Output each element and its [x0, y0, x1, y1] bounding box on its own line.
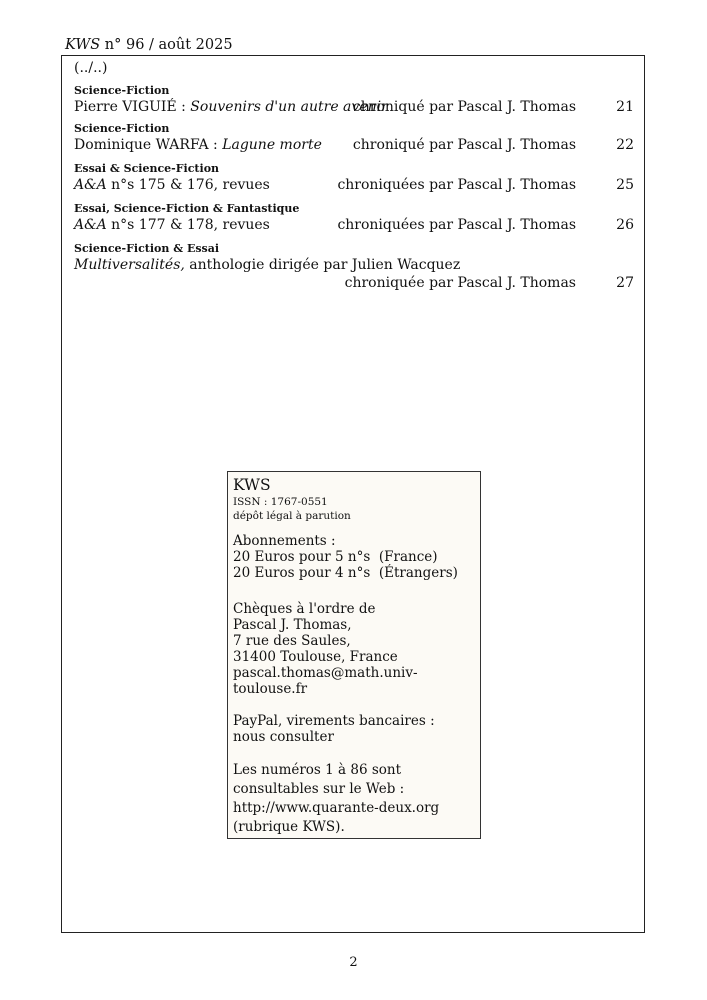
entry-page: 25 [616, 177, 634, 193]
entry-author: Dominique WARFA : [74, 137, 223, 153]
entry-rest: n°s 175 & 176, revues [106, 177, 270, 193]
entry-page: 26 [616, 217, 634, 233]
contact-email: pascal.thomas@math.univ-toulouse.fr [233, 665, 418, 697]
entry-category: Science-Fiction [74, 84, 170, 97]
street-address: 7 rue des Saules, [233, 633, 351, 649]
website-url: http://www.quarante-deux.org [233, 800, 440, 816]
issue-info: n° 96 / août 2025 [100, 37, 233, 53]
journal-name: KWS [65, 37, 101, 53]
entry-page: 21 [616, 99, 634, 115]
entry-rest: n°s 177 & 178, revues [106, 217, 270, 233]
cheques-label: Chèques à l'ordre de [233, 601, 376, 617]
entry-title: A&A [74, 177, 107, 193]
toc-entry [74, 242, 634, 292]
entry-category: Essai, Science-Fiction & Fantastique [74, 202, 300, 215]
toc-entry [74, 122, 634, 154]
continued-marker: (../..) [74, 60, 108, 76]
entry-page: 22 [616, 137, 634, 153]
paypal-line-1: PayPal, virements bancaires : [233, 713, 435, 729]
issn: ISSN : 1767-0551 [233, 496, 328, 508]
entry-reviewer: chroniquées par Pascal J. Thomas [337, 217, 576, 233]
legal-deposit: dépôt légal à parution [233, 510, 351, 522]
entry-page: 27 [616, 275, 634, 291]
entry-category: Science-Fiction [74, 122, 170, 135]
entry-reviewer: chroniqué par Pascal J. Thomas [352, 99, 576, 115]
city-address: 31400 Toulouse, France [233, 649, 398, 665]
archive-line-3: (rubrique KWS). [233, 819, 345, 835]
box-title: KWS [233, 476, 271, 494]
entry-title: Lagune morte [222, 137, 322, 153]
entry-category: Science-Fiction & Essai [74, 242, 220, 255]
entry-category: Essai & Science-Fiction [74, 162, 220, 175]
entry-reviewer: chroniqué par Pascal J. Thomas [352, 137, 576, 153]
entry-reviewer: chroniquées par Pascal J. Thomas [337, 177, 576, 193]
subscription-info-box [227, 471, 481, 839]
archive-line-1: Les numéros 1 à 86 sont [233, 762, 402, 778]
paypal-line-2: nous consulter [233, 729, 334, 745]
toc-entry [74, 202, 634, 234]
payee-name: Pascal J. Thomas, [233, 617, 352, 633]
toc-entry [74, 84, 634, 116]
toc-entry [74, 162, 634, 194]
price-foreign: 20 Euros pour 4 n°s (Étrangers) [233, 565, 458, 581]
entry-title: Souvenirs d'un autre avenir [190, 99, 388, 115]
entry-title: A&A [74, 217, 107, 233]
entry-author: Pierre VIGUIÉ : [74, 99, 191, 115]
subscriptions-label: Abonnements : [233, 533, 336, 549]
page-number: 2 [349, 955, 358, 970]
archive-line-2: consultables sur le Web : [233, 781, 405, 797]
entry-rest: anthologie dirigée par Julien Wacquez [184, 257, 461, 273]
price-france: 20 Euros pour 5 n°s (France) [233, 549, 438, 565]
page-header [65, 37, 233, 53]
entry-reviewer: chroniquée par Pascal J. Thomas [344, 275, 576, 291]
entry-title: Multiversalités, [74, 257, 185, 273]
